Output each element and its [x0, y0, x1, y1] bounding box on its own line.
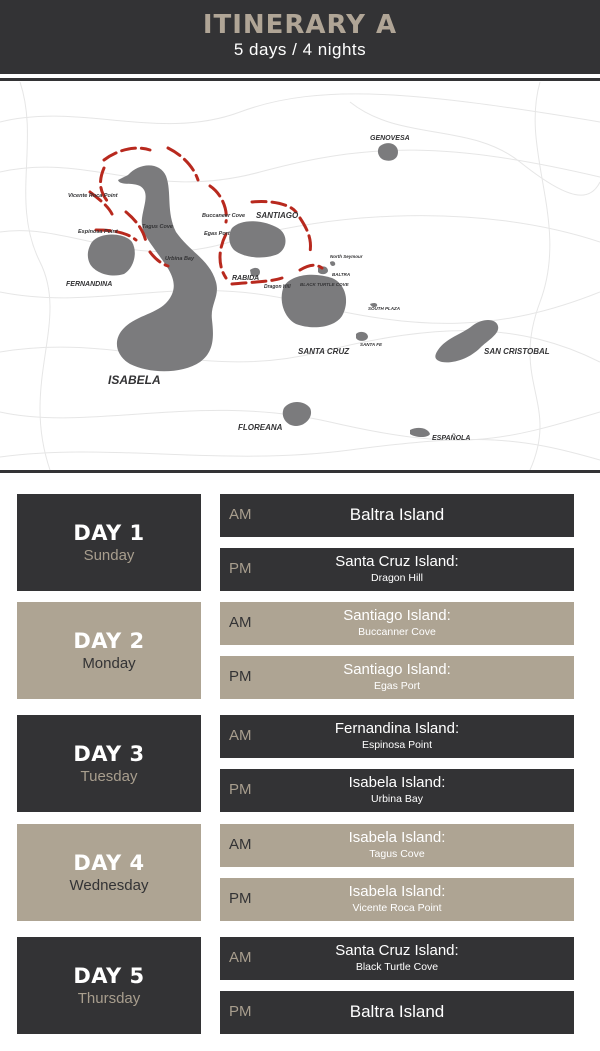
espanola-island	[410, 428, 430, 437]
fernandina-island	[88, 235, 135, 276]
day-3-pm-slot	[220, 769, 574, 812]
day-5-pm-slot	[220, 991, 574, 1034]
day-name: Monday	[82, 655, 136, 672]
san-cristobal-island	[435, 320, 498, 362]
day-label: DAY 5	[73, 964, 145, 988]
itinerary-subtitle: 5 days / 4 nights	[233, 40, 367, 59]
place-detail: Tagus Cove	[369, 848, 425, 860]
islands	[88, 143, 498, 437]
day-label: DAY 4	[73, 851, 145, 875]
label-rabida: RABIDA	[232, 275, 260, 282]
day-label: DAY 2	[73, 629, 145, 653]
pm-label: PM	[229, 890, 252, 907]
label-egas-port: Egas Port	[204, 231, 230, 237]
santa-fe-island	[356, 332, 368, 341]
day-3-am-slot	[220, 715, 574, 758]
galapagos-map	[0, 82, 600, 470]
label-urbina-bay: Urbina Bay	[165, 256, 195, 262]
pm-label: PM	[229, 781, 252, 798]
day-2-card	[17, 602, 201, 699]
day-1-am-slot	[220, 494, 574, 537]
day-4-am-slot	[220, 824, 574, 867]
day-label: DAY 1	[73, 521, 145, 545]
label-black-turtle-cove: BLACK TURTLE COVE	[300, 282, 349, 287]
isabela-island	[117, 165, 217, 371]
place-detail: Vicente Roca Point	[352, 902, 442, 914]
day-4-card	[17, 824, 201, 921]
day-2-am-slot	[220, 602, 574, 645]
place-name: Santiago Island:	[343, 607, 451, 624]
day-5-am-slot	[220, 937, 574, 980]
am-label: AM	[229, 614, 252, 631]
day-4-pm-slot	[220, 878, 574, 921]
label-genovesa: GENOVESA	[370, 135, 410, 142]
day-name: Wednesday	[69, 877, 149, 894]
day-name: Sunday	[83, 547, 135, 564]
place-detail: Espinosa Point	[361, 739, 433, 751]
place-name: Baltra Island	[349, 505, 445, 524]
label-dragon-hill: Dragon Hill	[264, 284, 291, 290]
day-name: Tuesday	[80, 768, 138, 785]
day-5-card	[17, 937, 201, 1034]
pm-label: PM	[229, 1003, 252, 1020]
day-2-pm-slot	[220, 656, 574, 699]
day-name: Thursday	[77, 990, 141, 1007]
place-name: Baltra Island	[349, 1002, 445, 1021]
place-detail: Egas Port	[373, 680, 421, 692]
label-isabela: ISABELA	[108, 373, 161, 387]
day-1-pm-slot	[220, 548, 574, 591]
itinerary-title: ITINERARY A	[202, 10, 398, 40]
label-santiago: SANTIAGO	[256, 211, 299, 220]
label-north-seymour: North Seymour	[330, 254, 363, 259]
label-baltra: BALTRA	[332, 272, 351, 277]
santiago-island	[229, 221, 285, 257]
place-name: Isabela Island:	[348, 883, 446, 900]
place-detail: Dragon Hill	[371, 572, 423, 584]
place-name: Isabela Island:	[348, 774, 446, 791]
label-san-cristobal: SAN CRISTOBAL	[484, 347, 550, 356]
label-fernandina: FERNANDINA	[66, 281, 113, 288]
label-tagus-cove: Tagus Cove	[142, 224, 173, 230]
place-detail: Buccanner Cove	[358, 626, 436, 638]
label-santa-cruz: SANTA CRUZ	[298, 347, 350, 356]
label-espinosa-point: Espinosa Point	[78, 229, 118, 235]
am-label: AM	[229, 949, 252, 966]
place-detail: Urbina Bay	[371, 793, 423, 805]
am-label: AM	[229, 727, 252, 744]
am-label: AM	[229, 506, 252, 523]
floreana-island	[283, 402, 311, 426]
label-espanola: ESPAÑOLA	[432, 435, 471, 442]
place-name: Santa Cruz Island:	[335, 942, 459, 959]
place-name: Isabela Island:	[348, 829, 446, 846]
label-santa-fe: SANTA FE	[360, 342, 382, 347]
north-seymour-island	[330, 261, 335, 266]
day-3-card	[17, 715, 201, 812]
pm-label: PM	[229, 668, 252, 685]
place-name: Fernandina Island:	[334, 720, 460, 737]
divider-bottom	[0, 470, 600, 473]
day-label: DAY 3	[73, 742, 145, 766]
place-name: Santa Cruz Island:	[335, 553, 459, 570]
divider-top	[0, 78, 600, 81]
genovesa-island	[378, 143, 398, 161]
am-label: AM	[229, 836, 252, 853]
place-name: Santiago Island:	[343, 661, 451, 678]
label-vicente-roca-point: Vicente Roca Point	[68, 193, 118, 199]
header	[0, 0, 600, 74]
pm-label: PM	[229, 560, 252, 577]
day-1-card	[17, 494, 201, 591]
label-south-plaza: SOUTH PLAZA	[368, 306, 400, 311]
label-floreana: FLOREANA	[238, 423, 283, 432]
label-buccaneer-cove: Buccaneer Cove	[202, 213, 246, 219]
place-detail: Black Turtle Cove	[355, 961, 439, 973]
